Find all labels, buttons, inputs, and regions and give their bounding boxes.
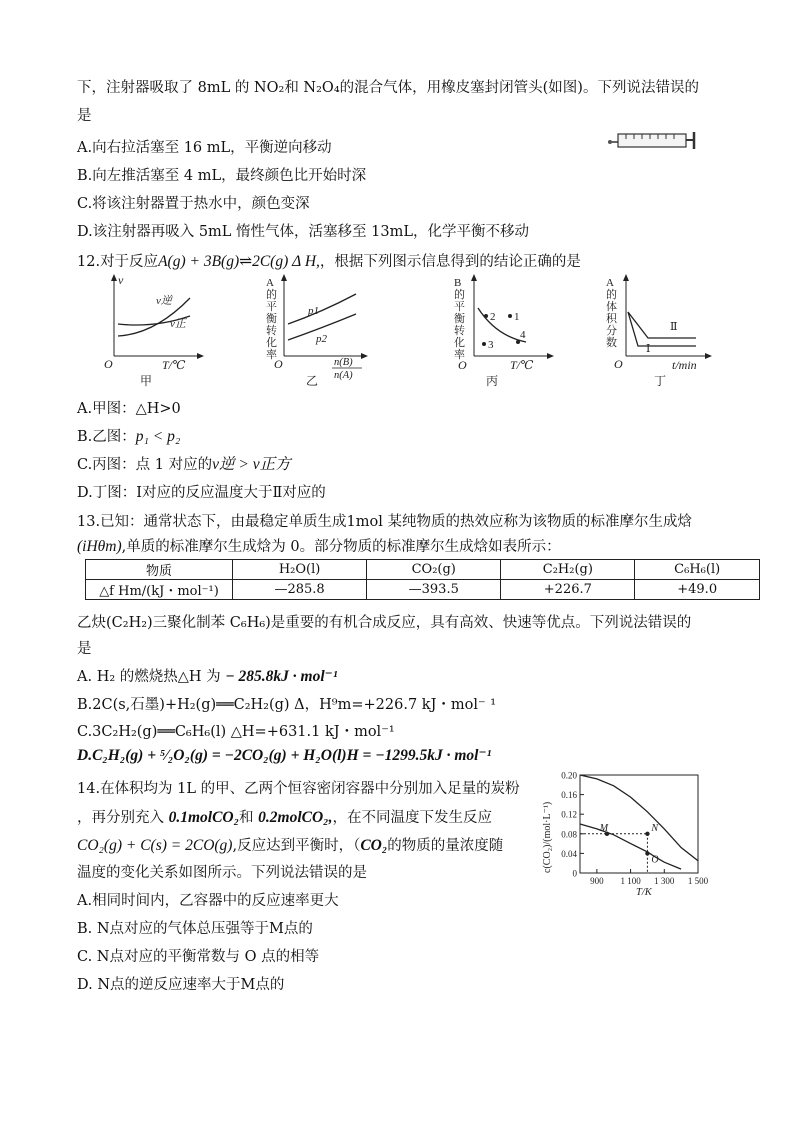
bing-point-1-label: 1 (514, 311, 520, 323)
table-cell: △f Hm/(kJ・mol⁻¹) (86, 580, 233, 600)
chart-point (645, 851, 649, 855)
q14-line3 (77, 836, 503, 856)
q12-option-d: D.丁图：Ⅰ对应的反应温度大于Ⅱ对应的 (77, 485, 326, 501)
table-header-cell: H₂O(l) (233, 560, 367, 580)
q12-option-a: A.甲图：△H>0 (77, 401, 181, 417)
q13-after-line1: 乙炔(C₂H₂)三聚化制苯 C₆H₆)是重要的有机合成反应，具有高效、快速等优点。下列说法错误的 (77, 615, 692, 631)
q13-line2-text: ,单质的标准摩尔生成焓为 0。部分物质的标准摩尔生成焓如表所示： (121, 539, 561, 555)
bing-point-2 (484, 314, 488, 318)
chart-y-tick-label: 0.08 (561, 829, 577, 840)
graph-yi (252, 272, 372, 390)
q14-line3-math: CO₂(g) + C(s) = 2CO(g) (77, 837, 233, 854)
chart-y-tick-label: 0.16 (561, 790, 577, 801)
q11-option-a: A.向右拉活塞至 16 mL，平衡逆向移动 (77, 140, 332, 156)
yi-origin: O (274, 357, 283, 371)
bing-point-3-label: 3 (488, 339, 494, 351)
table-row (86, 580, 760, 600)
yi-curve1-label: p1 (308, 305, 319, 317)
ding-origin: O (614, 357, 623, 371)
chart-y-tick-label: 0.04 (561, 848, 577, 859)
jia-curve1-label: v逆 (156, 295, 172, 307)
q12-stem (77, 252, 581, 272)
jia-curve-v-reverse (118, 298, 190, 336)
q13-line1 (77, 512, 692, 532)
bing-origin: O (458, 358, 467, 372)
q12-option-b-math: p₁ < p₂ (135, 428, 181, 445)
chart-y-tick-label: 0.20 (561, 770, 577, 781)
ding-y-label: A 的体积分数 (606, 277, 617, 349)
ding-curve-I (628, 312, 696, 346)
q13-option-a (77, 667, 338, 687)
q11-intro-line2: 是 (77, 108, 92, 124)
q14-line3-text: ,反应达到平衡时，（ (232, 838, 361, 854)
q12-option-b-text: B.乙图： (77, 429, 136, 445)
q12-stem-suffix: ，根据下列图示信息得到的结论正确的是 (319, 254, 581, 270)
q11-option-d: D.该注射器再吸入 5mL 惰性气体，活塞移至 13mL，化学平衡不移动 (77, 224, 529, 240)
q14-line1-text: 在体积均为 1L 的甲、乙两个恒容密闭容器中分别加入足量的炭粉 (100, 781, 520, 797)
yi-graph-label: 乙 (306, 374, 319, 388)
table-cell: +226.7 (501, 580, 635, 600)
q14-option-a: A.相同时间内，乙容器中的反应速率更大 (77, 893, 339, 909)
jia-y-label: v (118, 273, 124, 287)
table-header-cell: 物质 (86, 560, 233, 580)
ding-curve1-label: Ⅰ (646, 343, 651, 355)
chart-x-tick-label: 1 500 (687, 876, 709, 886)
syringe-figure (604, 126, 700, 154)
chart-x-tick-label: 1 300 (654, 876, 675, 886)
ding-curve-II (628, 312, 696, 338)
q12-option-c-text: C.丙图：点 1 对应的 (77, 457, 213, 473)
chart-x-tick-label: 900 (590, 876, 604, 886)
chart-y-tick-label: 0 (572, 868, 577, 879)
q14-line3-end: 的物质的量浓度随 (387, 838, 504, 854)
q11-intro-line1: 下，注射器吸取了 8mL 的 NO₂和 N₂O₄的混合气体，用橡皮塞封闭管头(如图)。下列说法错误的 (77, 80, 699, 96)
chart-point-label: O (651, 854, 659, 866)
graph-jia (100, 272, 210, 390)
q13-option-b: B.2C(s,石墨)+H₂(g)══C₂H₂(g) Δ，H⁹m=+226.7 kJ・mol⁻ ¹ (77, 697, 497, 713)
q13-line2 (77, 537, 561, 557)
table-header-cell: C₂H₂(g) (501, 560, 635, 580)
q13-line2-symbol: (iHθm) (77, 538, 122, 555)
q12-equation: A(g) + 3B(g)⇌2C(g) Δ H, (158, 253, 320, 270)
jia-origin: O (104, 357, 113, 371)
q11-option-c: C.将该注射器置于热水中，颜色变深 (77, 196, 310, 212)
table-cell: —393.5 (367, 580, 501, 600)
enthalpy-table (85, 559, 760, 600)
ding-curve2-label: Ⅱ (670, 321, 678, 333)
q14-line4: 温度的变化关系如图所示。下列说法错误的是 (77, 865, 367, 881)
q13-line1-text: 已知：通常状态下，由最稳定单质生成1mol 某纯物质的热效应称为该物质的标准摩尔生成焓 (100, 514, 693, 530)
q14-line2 (77, 808, 492, 828)
chart-point-label: N (651, 822, 659, 834)
bing-y-label: B 的平衡转化率 (454, 277, 465, 361)
q13-option-d: D.C₂H₂(g) + ⁵⁄₂O₂(g) = −2CO₂(g) + H₂O(l)H = −1299.5kJ · mol⁻¹ (77, 747, 492, 764)
yi-curve-p1 (288, 294, 356, 324)
graph-bing (446, 272, 558, 390)
q12-option-b (77, 427, 180, 447)
table-cell: —285.8 (233, 580, 367, 600)
bing-point-3 (482, 342, 486, 346)
chart-point (645, 832, 649, 836)
q14-line3-math2: CO₂ (360, 837, 388, 854)
q14-line2-math1: 0.1molCO₂ (168, 809, 240, 826)
q12-number: 12. (77, 254, 101, 270)
q14-line2-math2: 0.2molCO₂, (258, 809, 333, 826)
q11-option-b: B.向左推活塞至 4 mL，最终颜色比开始时深 (77, 168, 367, 184)
chart-point-label: M (599, 822, 609, 834)
table-cell: +49.0 (635, 580, 760, 600)
q14-option-b: B. N点对应的气体总压强等于M点的 (77, 921, 313, 937)
q14-line2-a: ，再分别充入 (77, 810, 164, 826)
q13-after-line2: 是 (77, 641, 92, 657)
bing-graph-label: 丙 (486, 374, 499, 388)
chart-x-axis-label: T/K (636, 887, 652, 898)
bing-point-1 (508, 314, 512, 318)
jia-curve2-label: v正 (170, 318, 186, 330)
yi-curve2-label: p2 (316, 333, 327, 345)
q14-concentration-chart (538, 765, 718, 905)
q12-stem-prefix: 对于反应 (100, 254, 159, 270)
bing-point-2-label: 2 (490, 311, 496, 323)
chart-y-axis-label: c(CO₂)/(mol·L⁻¹) (542, 801, 553, 873)
q13-number: 13. (77, 514, 101, 530)
yi-y-label: A 的平衡转化率 (266, 277, 277, 361)
jia-graph-label: 甲 (140, 374, 153, 388)
q13-option-a-text: A. H₂ 的燃烧热△H 为 (77, 669, 221, 685)
yi-x-denominator: n(A) (334, 370, 353, 381)
jia-x-label: T/℃ (162, 358, 186, 372)
q13-option-c: C.3C₂H₂(g)══C₆H₆(l) △H=+631.1 kJ・mol⁻¹ (77, 724, 395, 740)
q14-line1 (77, 779, 520, 799)
graph-ding (604, 272, 716, 390)
q14-option-d: D. N点的逆反应速率大于M点的 (77, 977, 285, 993)
ding-graph-label: 丁 (654, 374, 667, 388)
q14-line2-c: ，在不同温度下发生反应 (332, 810, 492, 826)
chart-x-tick-label: 1 100 (620, 876, 641, 886)
bing-point-4-label: 4 (520, 329, 526, 341)
yi-x-numerator: n(B) (334, 357, 353, 368)
q12-option-c (77, 455, 291, 475)
q12-option-c-math: v逆 > v正方 (212, 456, 291, 473)
table-header-row (86, 560, 760, 580)
chart-frame (580, 775, 698, 873)
table-header-cell: C₆H₆(l) (635, 560, 760, 580)
ding-x-label: t/min (672, 358, 697, 372)
q14-option-c: C. N点对应的平衡常数与 O 点的相等 (77, 949, 320, 965)
q14-line2-b: 和 (239, 810, 254, 826)
table-header-cell: CO₂(g) (367, 560, 501, 580)
bing-x-label: T/℃ (510, 358, 534, 372)
q14-number: 14. (77, 781, 101, 797)
q13-option-a-math: − 285.8kJ · mol⁻¹ (225, 668, 338, 685)
chart-y-tick-label: 0.12 (561, 809, 577, 820)
